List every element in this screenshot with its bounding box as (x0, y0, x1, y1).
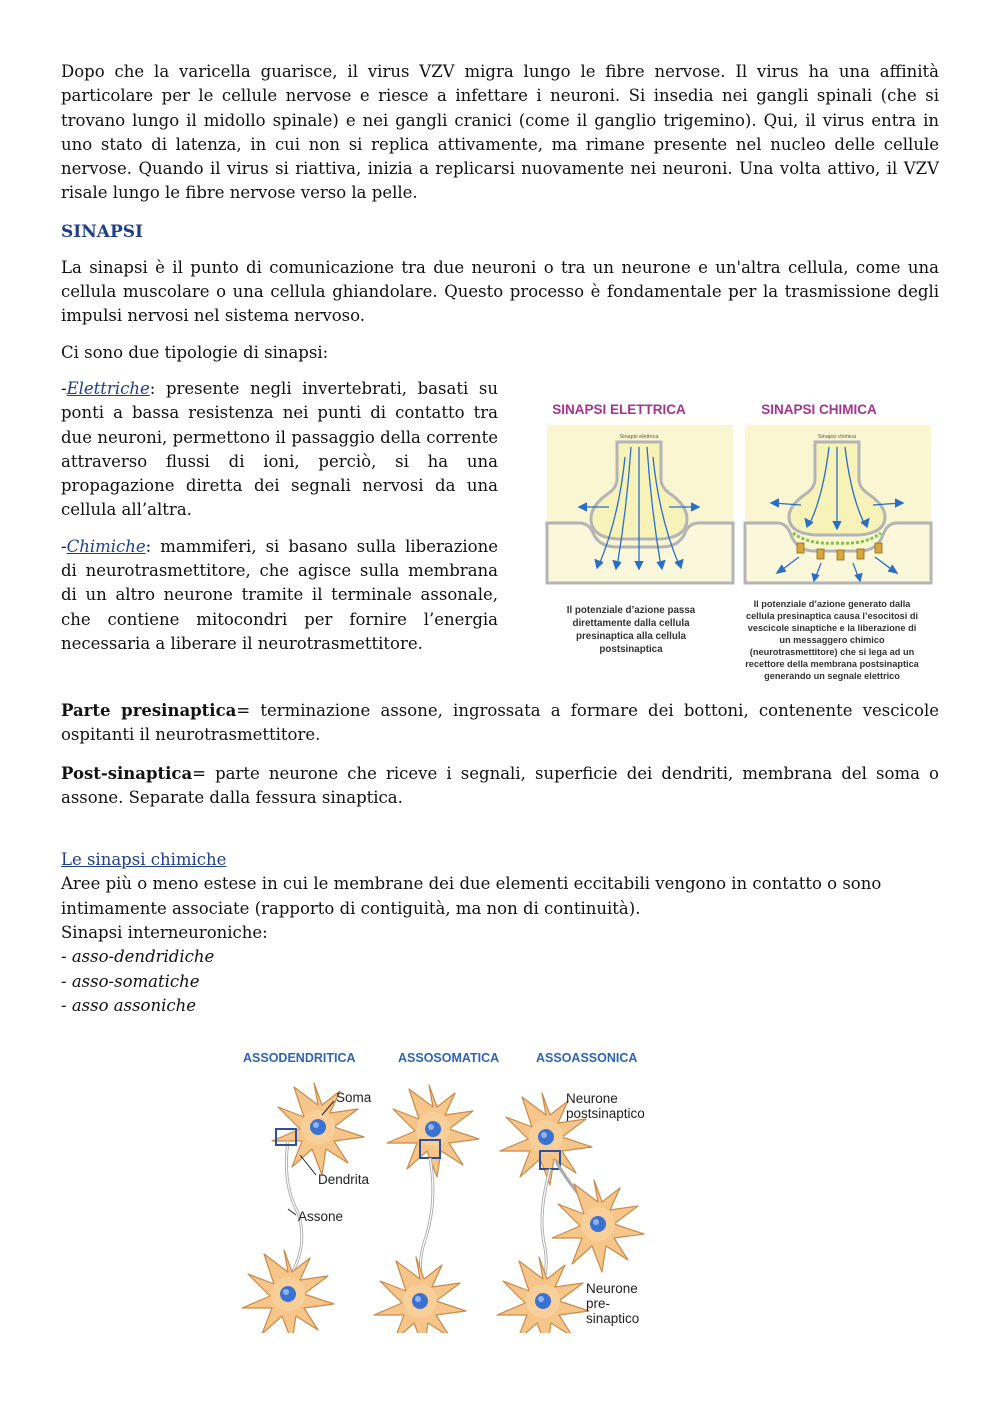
electric-synapse-title: SINAPSI ELETTRICA (552, 401, 686, 417)
interneuronal-title: Sinapsi interneuroniche: (61, 923, 268, 943)
presynaptic-neuron (242, 1250, 334, 1333)
presynaptic-text: = terminazione assone, ingrossata a formare dei bottoni, contenente vescicole ospitanti il neurotrasmettitore. (61, 700, 939, 745)
presynaptic-paragraph (61, 699, 939, 748)
types-intro: Ci sono due tipologie di sinapsi: (61, 342, 329, 362)
svg-text:un messaggero chimico: un messaggero chimico (779, 634, 885, 645)
chemical-synapses-description: Aree più o meno estese in cui le membrane dei due elementi eccitabili vengono in contatto o sono intimamente associate (rapporto di contiguità, ma non di continuità). (61, 874, 882, 918)
chemical-synapse-title: SINAPSI CHIMICA (761, 401, 877, 417)
chemical-text: : mammiferi, si basano sulla liberazione di neurotrasmettitore, che agisce sulla membrana di un altro neurone tramite il terminale assonale, che contiene mitocondri per fornire l’energia necessaria a liberare il neurotrasmettitore. (61, 536, 498, 653)
presynaptic-label-1: Neurone (586, 1281, 638, 1296)
electric-caption (567, 605, 696, 655)
electric-prefix: - (61, 378, 67, 398)
postsynaptic-label-2: postsinaptico (566, 1106, 645, 1121)
svg-text:recettore della membrana posts: recettore della membrana postsinaptica (745, 658, 919, 669)
postsynaptic-term: Post-sinaptica (61, 763, 193, 783)
assodendritic-diagram (242, 1083, 372, 1333)
presynaptic-term: Parte presinaptica (61, 700, 237, 720)
list-item: - asso-somatiche (61, 971, 200, 991)
electric-term-link[interactable]: Elettriche (66, 378, 150, 398)
dendrite-label: Dendrita (318, 1172, 370, 1187)
interneuronal-list (61, 945, 939, 1018)
svg-text:postsinaptica: postsinaptica (599, 643, 663, 655)
assoaxonic-diagram (497, 1091, 645, 1333)
svg-text:generando un segnale elettrico: generando un segnale elettrico (764, 670, 900, 681)
svg-text:cellula presinaptica causa l’e: cellula presinaptica causa l’esocitosi di (745, 610, 919, 621)
chemical-synapses-subtitle[interactable]: Le sinapsi chimiche (61, 850, 227, 870)
axon-label: Assone (298, 1209, 344, 1224)
chemical-small-label: Sinapsi chimica (817, 433, 857, 440)
soma-label: Soma (336, 1090, 372, 1105)
electric-paragraph (61, 377, 498, 523)
electric-text: : presente negli invertebrati, basati su ponti a bassa resistenza nei punti di contatto tra due neuroni, permettono il passaggio della corrente attraverso flussi di ioni, perciò, si ha una propagazione diretta dei segnali nervosi da una cellula all’altra. (61, 378, 498, 520)
list-item: - asso-dendridiche (61, 947, 215, 967)
presynaptic-label-2: pre- (586, 1296, 611, 1311)
svg-text:ASSOSOMATICA: ASSOSOMATICA (398, 1051, 500, 1065)
chemical-prefix: - (61, 536, 67, 556)
svg-text:ASSODENDRITICA: ASSODENDRITICA (243, 1051, 356, 1065)
svg-text:ASSOASSONICA: ASSOASSONICA (536, 1051, 638, 1065)
synapse-types-row (61, 377, 939, 687)
svg-text:(neurotrasmettitore) che si le: (neurotrasmettitore) che si lega ad un (749, 646, 915, 657)
postsynaptic-paragraph (61, 762, 939, 811)
presynaptic-label-3: sinaptico (586, 1311, 640, 1326)
definition-paragraph: La sinapsi è il punto di comunicazione tra due neuroni o tra un neurone e un'altra cellula, come una cellula muscolare o una cellula ghiandolare. Questo processo è fondamentale per la trasmissione degli impulsi nervosi nel sistema nervoso. (61, 257, 939, 326)
figure2-titles (243, 1051, 637, 1065)
synapse-types-figure (238, 1043, 663, 1333)
chemical-term-link[interactable]: Chimiche (66, 536, 146, 556)
electric-small-label: Sinapsi elettrica (619, 433, 659, 440)
svg-text:vescicole sinaptiche e la libe: vescicole sinaptiche e la liberazione di (747, 622, 917, 633)
presynaptic-neuron (497, 1257, 589, 1333)
synapse-types-text (61, 377, 498, 656)
svg-text:Il potenziale d’azione passa: Il potenziale d’azione passa (566, 604, 696, 616)
svg-text:direttamente dalla cellula: direttamente dalla cellula (572, 617, 690, 629)
intro-paragraph: Dopo che la varicella guarisce, il virus VZV migra lungo le fibre nervose. Il virus ha una affinità particolare per le cellule nervose e riesce a infettare i neuroni. Si insedia nei gangli spinali (che si trovano lungo il midollo spinale) e nei gangli cranici (come il ganglio trigemino). Qui, il virus entra in uno stato di latenza, in cui non si replica attivamente, ma rimane presente nel nucleo delle cellule nervose. Quando il virus si riattiva, inizia a replicarsi nuovamente nei neuroni. Una volta attivo, il VZV risale lungo le fibre nervose verso la pelle. (61, 62, 939, 203)
svg-text:presinaptica alla cellula: presinaptica alla cellula (576, 630, 686, 642)
assosomatic-diagram (374, 1085, 479, 1333)
postsynaptic-label-1: Neurone (566, 1091, 618, 1106)
list-item: - asso assoniche (61, 995, 197, 1015)
chemical-paragraph (61, 535, 498, 656)
postsynaptic-neuron (387, 1085, 479, 1177)
document-page (61, 60, 939, 1018)
section-title: SINAPSI (61, 221, 143, 242)
svg-text:Il potenziale d’azione generat: Il potenziale d’azione generato dalla (753, 598, 911, 609)
postsynaptic-text: = parte neurone che riceve i segnali, superficie dei dendriti, membrana del soma o assone. Separate dalla fessura sinaptica. (61, 763, 939, 807)
chemical-caption (745, 599, 919, 681)
second-neuron (552, 1180, 644, 1272)
presynaptic-neuron (374, 1257, 466, 1333)
synapse-comparison-figure (539, 387, 939, 687)
